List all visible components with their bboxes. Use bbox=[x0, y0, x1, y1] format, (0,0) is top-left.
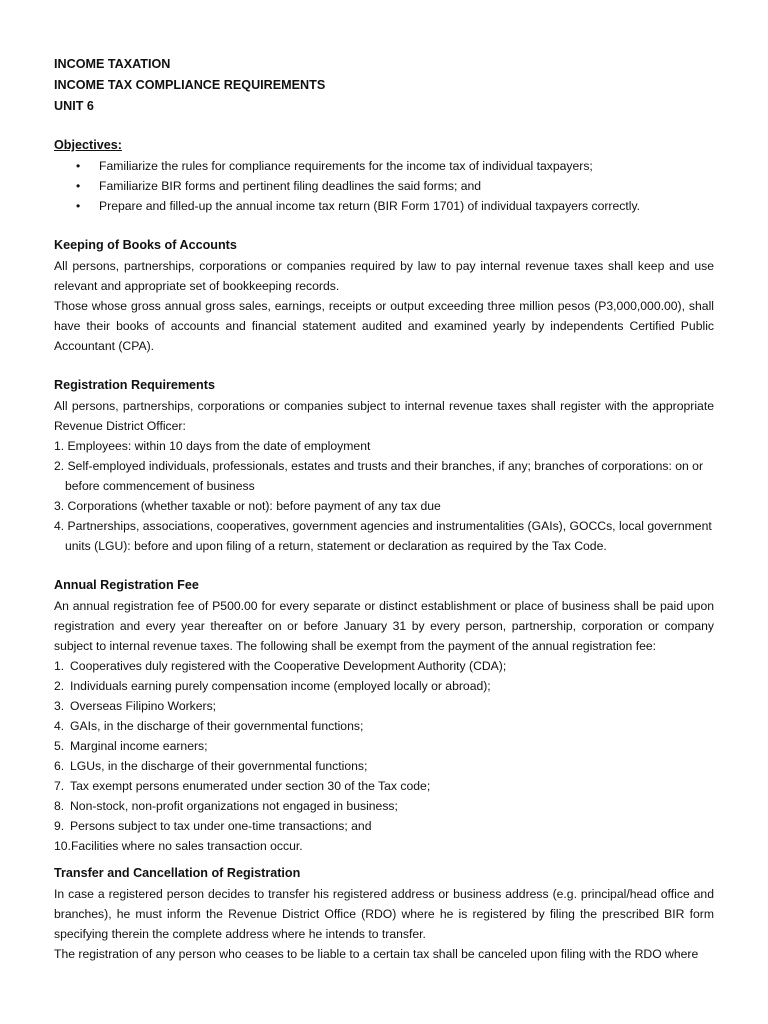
item-text: LGUs, in the discharge of their governmental functions; bbox=[70, 759, 368, 773]
item-number: 4. bbox=[54, 719, 65, 733]
item-number: 3. bbox=[54, 699, 65, 713]
item-number: 2. bbox=[54, 679, 65, 693]
list-item bbox=[54, 716, 714, 736]
books-paragraph: All persons, partnerships, corporations or companies required by law to pay internal revenue taxes shall keep and use relevant and appropriate set of bookkeeping records. bbox=[54, 259, 714, 293]
list-item bbox=[54, 776, 714, 796]
objectives-list bbox=[54, 156, 714, 216]
item-number: 5. bbox=[54, 739, 65, 753]
fee-heading: Annual Registration Fee bbox=[54, 578, 199, 592]
list-item bbox=[54, 656, 714, 676]
topic-title: INCOME TAX COMPLIANCE REQUIREMENTS bbox=[54, 78, 326, 92]
objectives-heading: Objectives: bbox=[54, 138, 122, 152]
objective-item: • Familiarize BIR forms and pertinent filing deadlines the said forms; and bbox=[54, 176, 714, 196]
item-text: Cooperatives duly registered with the Cooperative Development Authority (CDA); bbox=[70, 659, 507, 673]
item-number: 1. bbox=[54, 659, 65, 673]
books-paragraph: Those whose gross annual gross sales, earnings, receipts or output exceeding three million pesos (P3,000,000.00), shall have their books of accounts and financial statement audited and examined yearly by independents Certified Public Accountant (CPA). bbox=[54, 299, 714, 353]
item-text: Tax exempt persons enumerated under section 30 of the Tax code; bbox=[70, 779, 431, 793]
document-content bbox=[54, 54, 714, 964]
registration-item: 4. Partnerships, associations, cooperatives, government agencies and instrumentalities (GAIs), GOCCs, local government units (LGU): before and upon filing of a return, statement or declaration as required by the Tax Code. bbox=[54, 519, 712, 553]
list-item bbox=[54, 756, 714, 776]
list-item bbox=[54, 676, 714, 696]
item-text: GAIs, in the discharge of their governmental functions; bbox=[70, 719, 364, 733]
item-text: Individuals earning purely compensation income (employed locally or abroad); bbox=[70, 679, 491, 693]
item-number: 9. bbox=[54, 819, 65, 833]
registration-item: 2. Self-employed individuals, professionals, estates and trusts and their branches, if any; branches of corporations: on or before commencement of business bbox=[54, 459, 704, 493]
item-number: 10. bbox=[54, 839, 71, 853]
list-item bbox=[54, 836, 714, 856]
item-text: Marginal income earners; bbox=[70, 739, 208, 753]
item-number: 8. bbox=[54, 799, 65, 813]
course-title: INCOME TAXATION bbox=[54, 57, 171, 71]
objective-item: • Prepare and filled-up the annual income tax return (BIR Form 1701) of individual taxpayers correctly. bbox=[54, 196, 714, 216]
registration-list bbox=[54, 436, 714, 556]
registration-item: 1. Employees: within 10 days from the date of employment bbox=[54, 439, 371, 453]
transfer-paragraph: In case a registered person decides to transfer his registered address or business address (e.g. principal/head office and branches), he must inform the Revenue District Office (RDO) where he is registered by filing the prescribed BIR form specifying therein the complete address where he intends to transfer. bbox=[54, 887, 714, 941]
list-item bbox=[54, 816, 714, 836]
item-number: 6. bbox=[54, 759, 65, 773]
registration-heading: Registration Requirements bbox=[54, 378, 215, 392]
item-text: Overseas Filipino Workers; bbox=[70, 699, 217, 713]
unit-title: UNIT 6 bbox=[54, 99, 94, 113]
item-text: Persons subject to tax under one-time transactions; and bbox=[70, 819, 372, 833]
list-item bbox=[54, 696, 714, 716]
fee-intro: An annual registration fee of P500.00 for every separate or distinct establishment or place of business shall be paid upon registration and every year thereafter on or before January 31 by every person, partnership, corporation or company subject to internal revenue taxes. The following shall be exempt from the payment of the annual registration fee: bbox=[54, 599, 714, 653]
registration-intro: All persons, partnerships, corporations or companies subject to internal revenue taxes shall register with the appropriate Revenue District Officer: bbox=[54, 399, 714, 433]
list-item bbox=[54, 736, 714, 756]
item-text: Non-stock, non-profit organizations not engaged in business; bbox=[70, 799, 398, 813]
item-number: 7. bbox=[54, 779, 65, 793]
transfer-paragraph: The registration of any person who ceases to be liable to a certain tax shall be canceled upon filing with the RDO where bbox=[54, 947, 699, 961]
list-item bbox=[54, 796, 714, 816]
fee-exemptions-list bbox=[54, 656, 714, 856]
item-text: Facilities where no sales transaction occur. bbox=[70, 839, 303, 853]
registration-item: 3. Corporations (whether taxable or not): before payment of any tax due bbox=[54, 499, 441, 513]
transfer-heading: Transfer and Cancellation of Registration bbox=[54, 866, 301, 880]
objective-item: • Familiarize the rules for compliance requirements for the income tax of individual taxpayers; bbox=[54, 156, 714, 176]
books-heading: Keeping of Books of Accounts bbox=[54, 238, 237, 252]
